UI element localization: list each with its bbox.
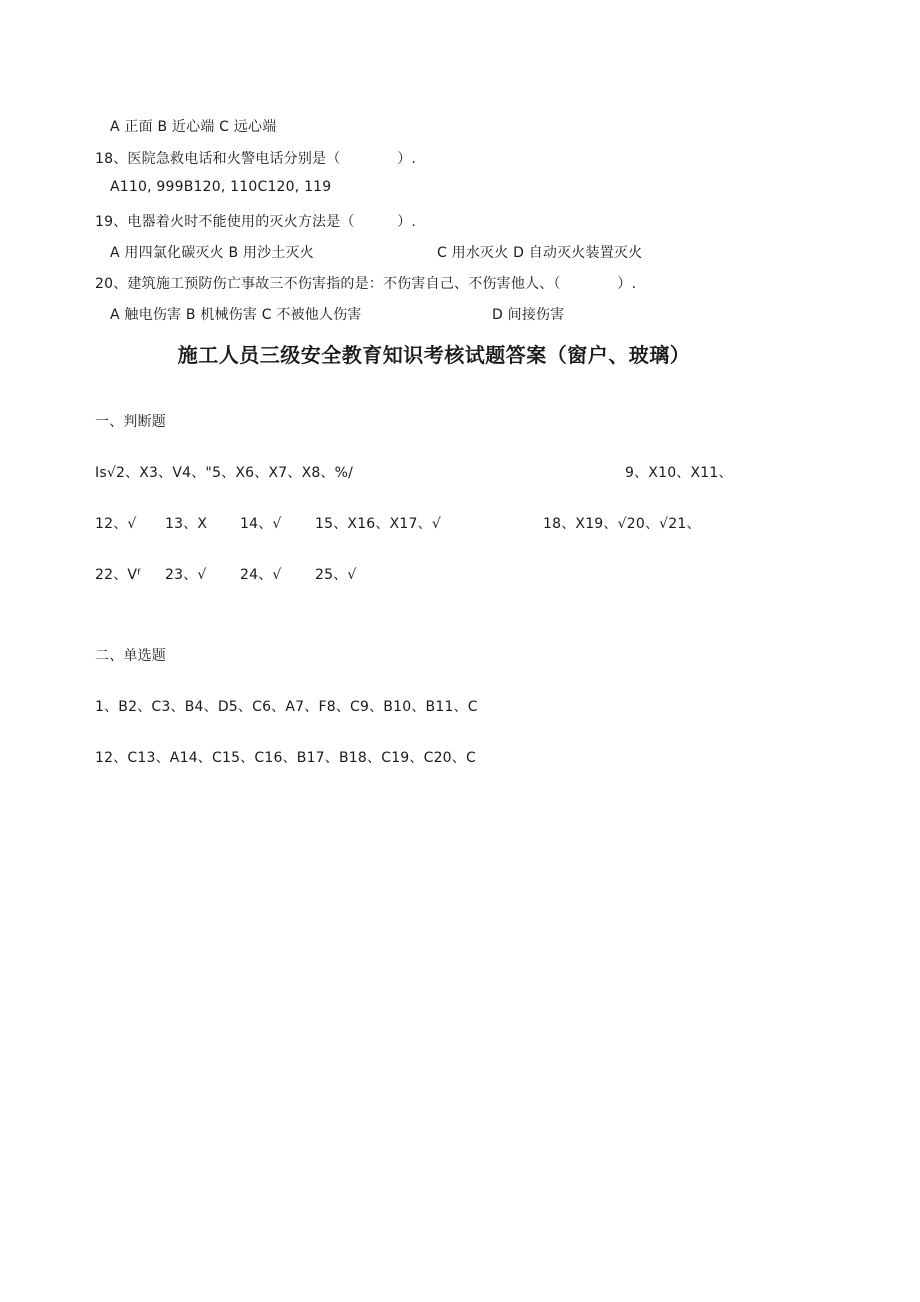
q19-options-ab: A 用四氯化碳灭火 B 用沙土灭火	[110, 245, 314, 261]
section1-row2-d: 15、X16、X17、√	[315, 516, 441, 532]
q17-options: A 正面 B 近心端 C 远心端	[110, 119, 277, 135]
section1-row2-c: 14、√	[240, 516, 282, 532]
section1-row1-a: Is√2、X3、V4、"5、X6、X7、X8、%/	[95, 465, 354, 481]
section2-row1: 1、B2、C3、B4、D5、C6、A7、F8、C9、B10、B11、C	[95, 699, 478, 715]
section1-row2-a: 12、√	[95, 516, 137, 532]
q20-options-abc: A 触电伤害 B 机械伤害 C 不被他人伤害	[110, 307, 362, 323]
answer-title: 施工人员三级安全教育知识考核试题答案（窗户、玻璃）	[177, 343, 691, 367]
section1-row3-d: 25、√	[315, 567, 357, 583]
q19-options-cd: C 用水灭火 D 自动灭火装置灭火	[437, 245, 643, 261]
q20-option-d: D 间接伤害	[492, 307, 565, 323]
q20-stem: 20、建筑施工预防伤亡事故三不伤害指的是：不伤害自己、不伤害他人、（ ）.	[95, 276, 637, 292]
section1-row3-a: 22、Vᶠ	[95, 567, 142, 583]
section1-row3-b: 23、√	[165, 567, 207, 583]
section1-row3-c: 24、√	[240, 567, 282, 583]
q18-options: A110, 999B120, 110C120, 119	[110, 179, 332, 195]
section1-row2-e: 18、X19、√20、√21、	[543, 516, 701, 532]
section2-heading: 二、单选题	[95, 648, 166, 664]
section1-row1-b: 9、X10、X11、	[625, 465, 733, 481]
section2-row2: 12、C13、A14、C15、C16、B17、B18、C19、C20、C	[95, 750, 476, 766]
section1-row2-b: 13、X	[165, 516, 208, 532]
q18-stem: 18、医院急救电话和火警电话分别是（ ）.	[95, 151, 417, 167]
section1-heading: 一、判断题	[95, 414, 166, 430]
q19-stem: 19、电器着火时不能使用的灭火方法是（ ）.	[95, 214, 417, 230]
